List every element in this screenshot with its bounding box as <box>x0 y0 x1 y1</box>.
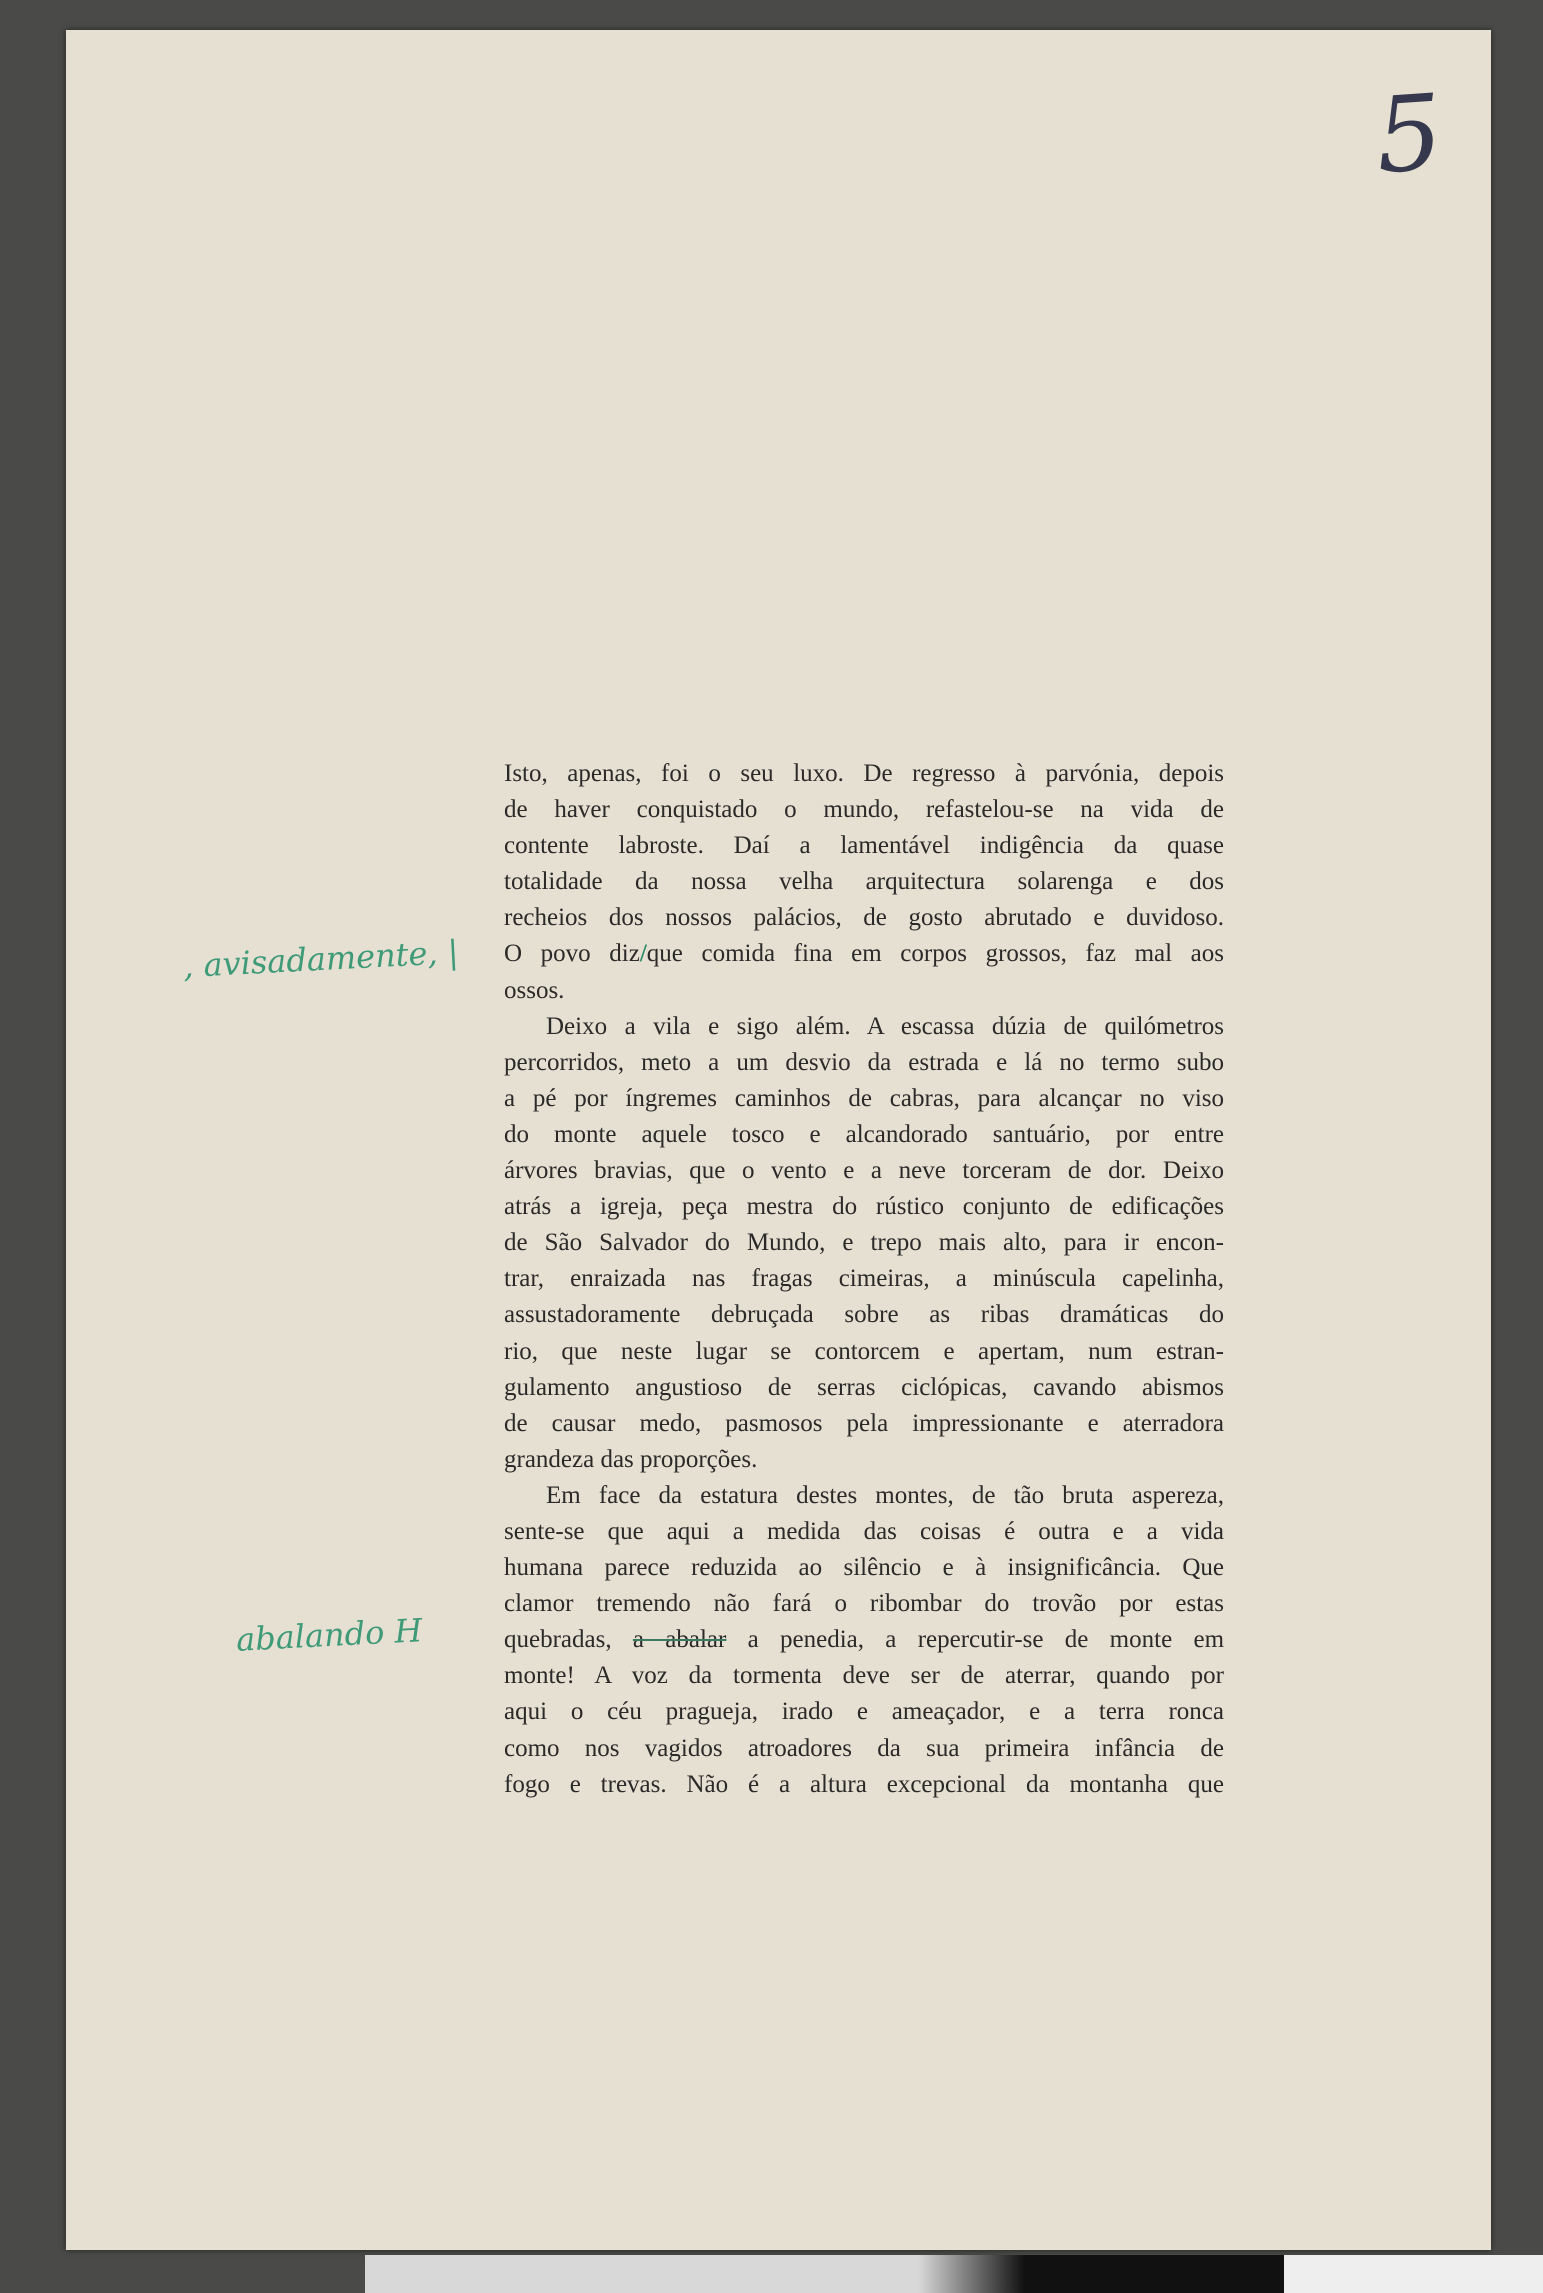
text-line: contente labroste. Daí a lamentável indigência da quase <box>504 832 1224 860</box>
text-line-with-strikethrough <box>504 1622 1224 1658</box>
text-line: totalidade da nossa velha arquitectura solarenga e dos <box>504 868 1224 896</box>
margin-correction-abalando: abalando H <box>235 1611 424 1659</box>
page-number: 5 <box>1371 70 1447 198</box>
margin-correction-avisadamente: , avisadamente, | <box>182 932 460 986</box>
text-line: de São Salvador do Mundo, e trepo mais alto, para ir encon- <box>504 1229 1224 1257</box>
struck-text: a abalar <box>632 1626 727 1654</box>
text-fragment: a penedia, a repercutir-se de monte em <box>747 1626 1225 1654</box>
body-text <box>504 756 1224 1803</box>
insertion-mark: / <box>639 940 647 968</box>
text-fragment: O povo diz <box>504 940 640 968</box>
text-line: Deixo a vila e sigo além. A escassa dúzia de quilómetros <box>546 1012 1224 1040</box>
text-line: monte! A voz da tormenta deve ser de aterrar, quando por <box>504 1662 1224 1690</box>
text-line: de haver conquistado o mundo, refastelou-se na vida de <box>504 796 1224 824</box>
document-page <box>66 30 1491 2250</box>
text-line: recheios dos nossos palácios, de gosto abrutado e duvidoso. <box>504 904 1224 932</box>
text-fragment: que comida fina em corpos grossos, faz mal aos <box>646 940 1224 968</box>
text-line: fogo e trevas. Não é a altura excepcional da montanha que <box>504 1770 1224 1798</box>
paragraph-2 <box>504 1009 1224 1478</box>
text-line-with-insertion <box>504 936 1224 972</box>
text-line: aqui o céu pragueja, irado e ameaçador, e a terra ronca <box>504 1698 1224 1726</box>
text-line: Em face da estatura destes montes, de tão bruta aspereza, <box>546 1481 1224 1509</box>
text-line: de causar medo, pasmosos pela impressionante e aterradora <box>504 1409 1224 1437</box>
paragraph-3 <box>504 1478 1224 1803</box>
text-line: grandeza das proporções. <box>504 1445 758 1473</box>
text-line: do monte aquele tosco e alcandorado santuário, por entre <box>504 1120 1224 1148</box>
text-line: como nos vagidos atroadores da sua primeira infância de <box>504 1734 1224 1762</box>
text-line: gulamento angustioso de serras ciclópicas, cavando abismos <box>504 1373 1224 1401</box>
text-line: ossos. <box>504 976 565 1004</box>
text-fragment: quebradas, <box>504 1626 612 1654</box>
text-line: árvores bravias, que o vento e a neve torceram de dor. Deixo <box>504 1157 1224 1185</box>
text-line: atrás a igreja, peça mestra do rústico conjunto de edificações <box>504 1193 1224 1221</box>
text-line: humana parece reduzida ao silêncio e à insignificância. Que <box>504 1554 1224 1582</box>
text-line: percorridos, meto a um desvio da estrada e lá no termo subo <box>504 1048 1224 1076</box>
text-line: clamor tremendo não fará o ribombar do trovão por estas <box>504 1590 1224 1618</box>
text-line: rio, que neste lugar se contorcem e apertam, num estran- <box>504 1337 1224 1365</box>
text-line: trar, enraizada nas fragas cimeiras, a minúscula capelinha, <box>504 1265 1224 1293</box>
scale-ruler <box>365 2255 1543 2293</box>
text-line: assustadoramente debruçada sobre as ribas dramáticas do <box>504 1301 1224 1329</box>
text-line: sente-se que aqui a medida das coisas é outra e a vida <box>504 1517 1224 1545</box>
text-line: a pé por íngremes caminhos de cabras, para alcançar no viso <box>504 1084 1224 1112</box>
text-line: Isto, apenas, foi o seu luxo. De regresso à parvónia, depois <box>504 760 1224 787</box>
paragraph-1 <box>504 756 1224 1009</box>
